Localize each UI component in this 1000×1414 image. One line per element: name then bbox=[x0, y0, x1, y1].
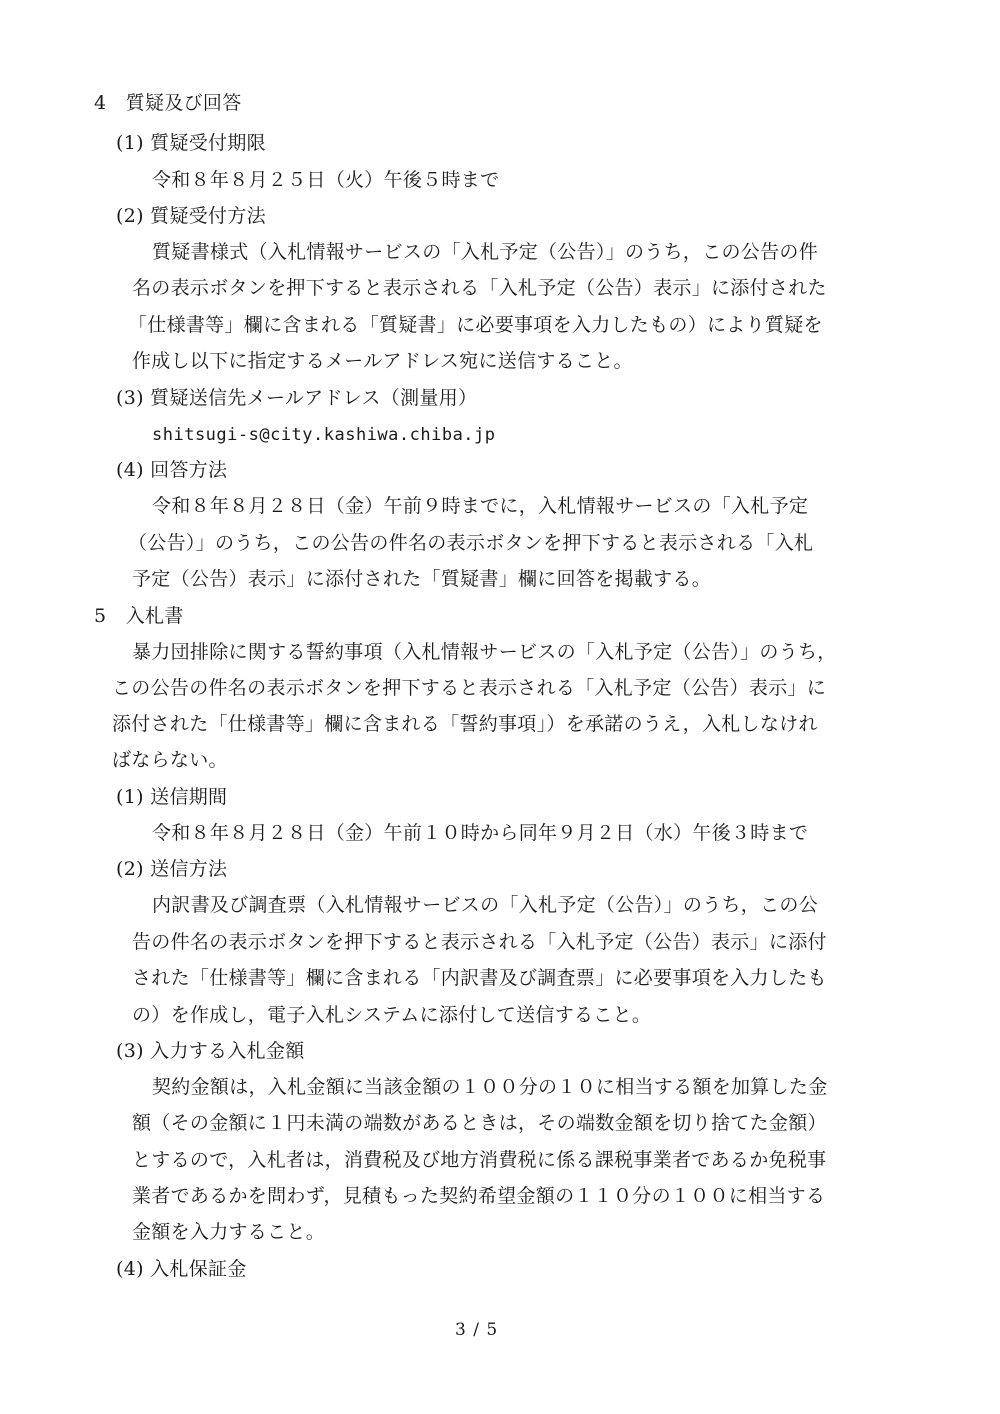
text-line: 質疑書様式（入札情報サービスの「入札予定（公告）」のうち，この公告の件 bbox=[152, 241, 819, 263]
text-line: とするので，入札者は，消費税及び地方消費税に係る課税事業者であるか免税事 bbox=[132, 1149, 827, 1171]
text-line: 令和８年８月２５日（火）午後５時まで bbox=[152, 169, 500, 191]
text-line: この公告の件名の表示ボタンを押下すると表示される「入札予定（公告）表示」に bbox=[112, 677, 827, 699]
text-line: 作成し以下に指定するメールアドレス宛に送信すること。 bbox=[132, 350, 633, 372]
section-heading-4: 4 質疑及び回答 bbox=[94, 92, 242, 114]
text-line: 「仕様書等」欄に含まれる「質疑書」に必要事項を入力したもの）により質疑を bbox=[128, 314, 823, 336]
text-line: 令和８年８月２８日（金）午前９時までに，入札情報サービスの「入札予定 bbox=[152, 495, 809, 517]
subsection-heading: (1) 質疑受付期限 bbox=[116, 132, 266, 154]
text-line: 名の表示ボタンを押下すると表示される「入札予定（公告）表示」に添付された bbox=[132, 277, 827, 299]
text-line: 暴力団排除に関する誓約事項（入札情報サービスの「入札予定（公告）」のうち， bbox=[132, 641, 837, 663]
subsection-heading: (1) 送信期間 bbox=[116, 786, 228, 808]
email-address: shitsugi-s@city.kashiwa.chiba.jp bbox=[152, 425, 496, 445]
text-line: 業者であるかを問わず，見積もった契約希望金額の１１０分の１００に相当する bbox=[132, 1185, 826, 1207]
text-line: 添付された「仕様書等」欄に含まれる「誓約事項」）を承諾のうえ，入札しなけれ bbox=[112, 713, 818, 735]
text-line: 令和８年８月２８日（金）午前１０時から同年９月２日（水）午後３時まで bbox=[152, 822, 809, 844]
page-number: 3 / 5 bbox=[455, 1320, 499, 1340]
subsection-heading: (3) 入力する入札金額 bbox=[116, 1040, 305, 1062]
text-line: 予定（公告）表示」に添付された「質疑書」欄に回答を掲載する。 bbox=[132, 568, 712, 590]
text-line: 額（その金額に１円未満の端数があるときは，その端数金額を切り捨てた金額） bbox=[132, 1112, 827, 1134]
subsection-heading: (4) 入札保証金 bbox=[116, 1258, 247, 1280]
subsection-heading: (2) 送信方法 bbox=[116, 858, 228, 880]
subsection-heading: (2) 質疑受付方法 bbox=[116, 205, 266, 227]
text-line: ばならない。 bbox=[112, 749, 228, 771]
text-line: 告の件名の表示ボタンを押下すると表示される「入札予定（公告）表示」に添付 bbox=[132, 931, 827, 953]
text-line: された「仕様書等」欄に含まれる「内訳書及び調査票」に必要事項を入力したも bbox=[132, 967, 827, 989]
subsection-heading: (3) 質疑送信先メールアドレス（測量用） bbox=[116, 387, 478, 409]
text-line: の）を作成し，電子入札システムに添付して送信すること。 bbox=[132, 1004, 652, 1026]
text-line: 契約金額は，入札金額に当該金額の１００分の１０に相当する額を加算した金 bbox=[152, 1076, 828, 1098]
subsection-heading: (4) 回答方法 bbox=[116, 459, 228, 481]
text-line: 内訳書及び調査票（入札情報サービスの「入札予定（公告）」のうち，この公 bbox=[152, 894, 819, 916]
section-heading-5: 5 入札書 bbox=[94, 605, 184, 627]
text-line: （公告）」のうち，この公告の件名の表示ボタンを押下すると表示される「入札 bbox=[128, 532, 814, 554]
text-line: 金額を入力すること。 bbox=[132, 1221, 326, 1243]
